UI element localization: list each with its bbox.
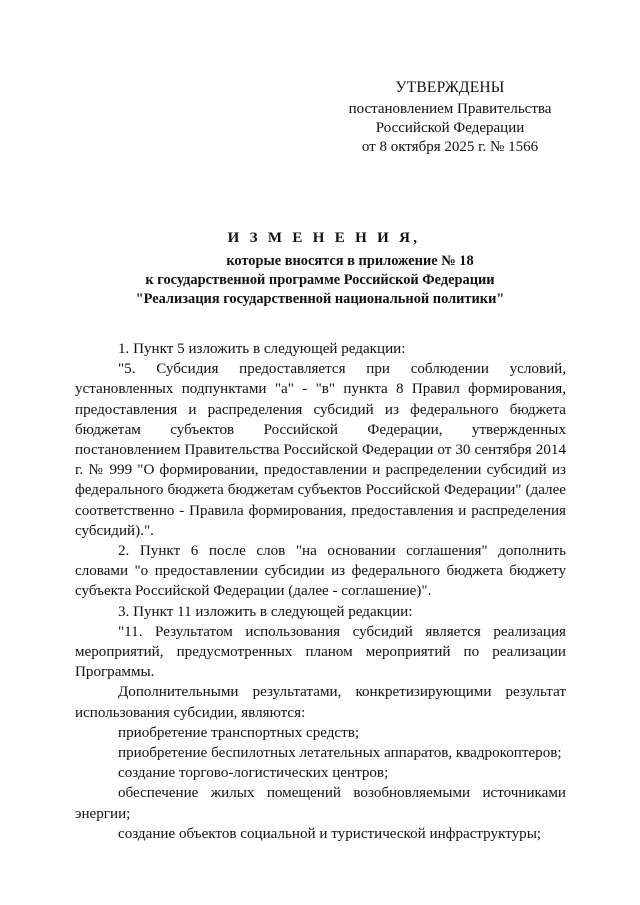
approval-line: Российской Федерации [375,120,525,136]
approval-line: постановлением Правительства [348,101,552,117]
list-item: обеспечение жилых помещений возобновляемыми источниками энергии; [75,785,566,822]
document-body [75,339,566,844]
document-title [0,230,640,309]
approval-heading: УТВЕРЖДЕНЫ [395,79,505,96]
list-item: создание объектов социальной и туристической инфраструктуры; [118,825,542,842]
title-subtitle: "Реализация государственной национальной политики" [135,291,505,307]
title-subtitle: к государственной программе Российской Федерации [145,272,495,288]
paragraph: 3. Пункт 11 изложить в следующей редакции: [118,603,413,620]
list-item: приобретение беспилотных летательных аппаратов, квадрокоптеров; [118,745,562,762]
title-main: И З М Е Н Е Н И Я, [227,230,421,246]
paragraph: "11. Результатом использования субсидий является реализация мероприятий, предусмотренных планом мероприятий по реализации Программы. [75,623,566,681]
paragraph: 1. Пункт 5 изложить в следующей редакции: [118,341,406,357]
title-subtitle: которые вносятся в приложение № 18 [226,253,474,269]
list-item: приобретение транспортных средств; [118,724,360,741]
paragraph: 2. Пункт 6 после слов "на основании соглашения" дополнить словами "о предоставлении субсидии из федерального бюджета бюджету субъекта Российской Федерации (далее - соглашение)". [75,543,566,600]
list-item: создание торгово-логистических центров; [118,765,389,782]
approval-date: от 8 октября 2025 г. № 1566 [361,139,539,155]
approval-block [330,78,570,157]
paragraph: "5. Субсидия предоставляется при соблюдении условий, установленных подпунктами "а" - "в" пункта 8 Правил формирования, предоставления и распределения субсидий из федерального бюджета бюджетам субъектов Российской Федерации, утвержденных постановлением Правительства Российской Федерации от 30 сентября 2014 г. № 999 "О формировании, предоставлении и распределении субсидий из федерального бюджета бюджетам субъектов Российской Федерации" (далее соответственно - Правила формирования, предоставления и распределения субсидий).". [75,361,566,539]
paragraph: Дополнительными результатами, конкретизирующими результат использования субсидии, являются: [75,684,566,721]
